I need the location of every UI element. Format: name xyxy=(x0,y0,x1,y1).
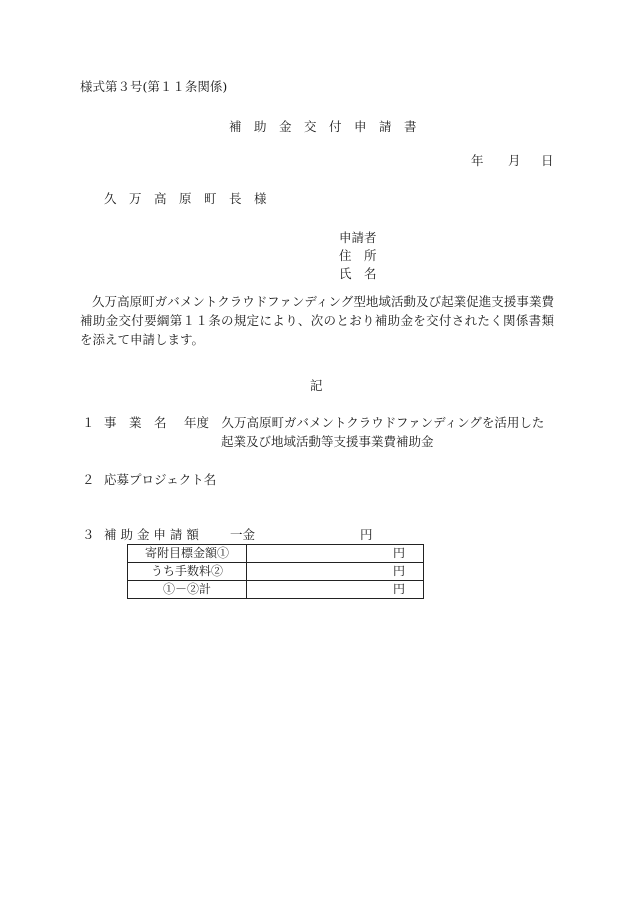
fee-row xyxy=(128,563,424,581)
item3-yen: 円 xyxy=(360,527,373,542)
item3-number: ３ xyxy=(82,527,95,542)
item3-label: 補 助 金 申 請 額 xyxy=(104,527,199,542)
fee-row-value[interactable]: 円 xyxy=(247,563,424,581)
date-day: 日 xyxy=(541,153,554,168)
ki-marker: 記 xyxy=(310,378,323,393)
fee-row xyxy=(128,545,424,563)
addressee-name: 久 万 高 原 町 長 xyxy=(104,191,242,206)
body-paragraph: 久万高原町ガバメントクラウドファンディング型地域活動及び起業促進支援事業費補助金交付要綱第１１条の規定により、次のとおり補助金を交付されたく関係書類を添えて申請します。 xyxy=(80,294,554,347)
applicant-name-label: 氏 名 xyxy=(339,266,377,281)
item1-value-line2: 起業及び地域活動等支援事業費補助金 xyxy=(221,434,434,449)
fee-row-label: ①－②計 xyxy=(128,581,247,599)
applicant-address-label: 住 所 xyxy=(339,248,377,263)
fee-row-label: うち手数料② xyxy=(128,563,247,581)
fee-row-label: 寄附目標金額① xyxy=(128,545,247,563)
fee-row-value[interactable]: 円 xyxy=(247,581,424,599)
date-year: 年 xyxy=(471,153,484,168)
item1-value-line1: 年度 久万高原町ガバメントクラウドファンディングを活用した xyxy=(184,415,545,430)
item1-label: 事 業 名 xyxy=(104,415,167,430)
item2-label: 応募プロジェクト名 xyxy=(104,472,217,487)
form-number: 様式第３号(第１１条関係) xyxy=(80,79,228,94)
addressee-honorific: 様 xyxy=(254,191,267,206)
item3-prefix: 一金 xyxy=(230,527,256,542)
item1-number: １ xyxy=(82,415,95,430)
fee-row-value[interactable]: 円 xyxy=(247,545,424,563)
document-title: 補 助 金 交 付 申 請 書 xyxy=(229,119,417,134)
fee-row xyxy=(128,581,424,599)
fee-table xyxy=(127,544,424,599)
item2-number: ２ xyxy=(82,472,95,487)
date-month: 月 xyxy=(508,153,521,168)
applicant-label: 申請者 xyxy=(339,230,377,245)
